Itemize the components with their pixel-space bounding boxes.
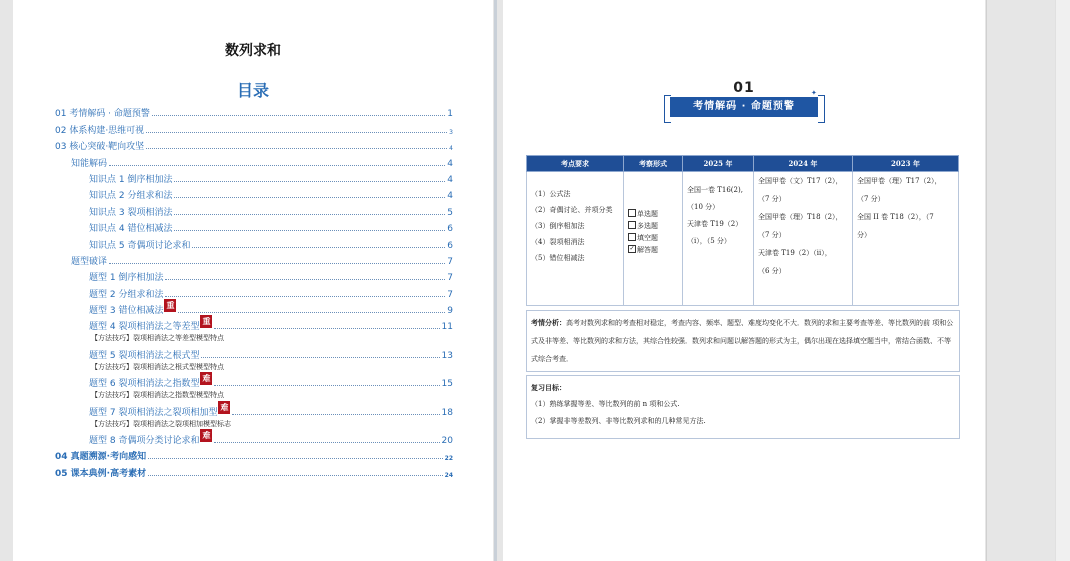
- toc-entry-label: 题型 6 裂项相消法之指数型: [89, 379, 200, 390]
- toc-entry[interactable]: [55, 152, 453, 168]
- toc-entry-label: 【方法技巧】裂项相消法之指数型模型特点: [91, 391, 224, 400]
- toc-entry[interactable]: [55, 169, 453, 185]
- topic-item: （1）公式法: [531, 190, 571, 198]
- exam-ref: （6 分）: [758, 267, 786, 275]
- toc-entry-label: 知识点 4 错位相减法: [89, 224, 173, 235]
- toc-heading: 目录: [236, 81, 269, 100]
- toc-entry-label: 题型破译: [71, 256, 108, 267]
- cell-topics: [527, 172, 624, 306]
- format-option: [628, 244, 678, 256]
- toc-leader-dots: [214, 385, 439, 386]
- toc-entry[interactable]: [55, 446, 453, 462]
- exam-ref: 全国甲卷（文）T17（2），: [758, 177, 843, 185]
- cell-2024: [754, 172, 853, 306]
- toc-leader-dots: [165, 296, 445, 297]
- toc-page-number: 4: [449, 145, 453, 153]
- exam-ref: 全国甲卷（理）T18（2），: [758, 213, 843, 221]
- toc-page-number: 22: [444, 455, 453, 463]
- review-goals-box: [526, 375, 960, 439]
- toc-entry[interactable]: [55, 401, 453, 417]
- toc-entry[interactable]: [55, 316, 453, 332]
- toc-leader-dots: [214, 328, 439, 329]
- format-label: 单选题: [637, 210, 658, 218]
- toc-leader-dots: [109, 165, 445, 166]
- toc-entry-label: 题型 4 裂项相消法之等差型: [89, 322, 200, 333]
- toc-entry-label: 02 体系构建·思维可视: [55, 125, 145, 136]
- banner-bracket-right: [818, 95, 825, 123]
- document-page-left: [13, 0, 493, 561]
- toc-leader-dots: [174, 181, 445, 182]
- toc-entry-label: 03 核心突破·靶向攻坚: [55, 142, 145, 153]
- exam-ref: 天津卷 T19（2）: [687, 220, 743, 228]
- toc-entry[interactable]: [55, 201, 453, 217]
- section-banner: 考情解码 · 命题预警: [670, 97, 818, 117]
- toc-page-number: 7: [447, 273, 453, 284]
- toc-entry-label: 【方法技巧】裂项相消法之等差型模型特点: [91, 334, 224, 343]
- toc-page-number: 4: [447, 158, 453, 169]
- toc-entry-label: 【方法技巧】裂项相消法之裂项相加模型标志: [91, 419, 231, 428]
- toc-method-note: [55, 332, 453, 344]
- toc-entry[interactable]: [55, 251, 453, 267]
- toc-entry[interactable]: [55, 103, 453, 119]
- toc-leader-dots: [146, 132, 447, 133]
- toc-page-number: 15: [441, 379, 453, 390]
- toc-entry-label: 知能解码: [71, 158, 108, 169]
- toc-page-number: 20: [441, 436, 453, 447]
- toc-method-note: [55, 361, 453, 373]
- toc-page-number: 13: [441, 350, 453, 361]
- format-label: 填空题: [637, 234, 658, 242]
- table-header-row: [527, 156, 959, 172]
- cell-2025: [683, 172, 754, 306]
- document-title: 数列求和: [225, 43, 281, 59]
- exam-ref: 全国 II 卷 T18（2），（7: [857, 213, 934, 221]
- table-header-cell: 2023 年: [853, 156, 959, 172]
- cell-formats: [624, 172, 683, 306]
- exam-ref: 天津卷 T19（2）（ⅱ），: [758, 249, 832, 257]
- toc-leader-dots: [178, 312, 445, 313]
- exam-ref: 全国一卷 T16(2),: [687, 186, 743, 194]
- toc-entry-label: 知识点 1 倒序相加法: [89, 174, 173, 185]
- toc-entry[interactable]: [55, 462, 453, 478]
- toc-page-number: 11: [441, 322, 453, 333]
- toc-leader-dots: [214, 442, 439, 443]
- table-row: [527, 172, 959, 306]
- toc-entry[interactable]: [55, 119, 453, 135]
- toc-leader-dots: [174, 230, 445, 231]
- toc-page-number: 5: [447, 207, 453, 218]
- checkbox-icon: [628, 209, 636, 217]
- difficulty-badge: 重: [166, 301, 175, 311]
- toc-page-number: 3: [449, 128, 453, 136]
- toc-entry-label: 题型 3 错位相减法: [89, 306, 164, 317]
- toc-page-number: 6: [447, 240, 453, 251]
- table-header-cell: 考察形式: [624, 156, 683, 172]
- toc-leader-dots: [165, 279, 445, 280]
- document-page-right: [503, 0, 985, 561]
- toc-entry[interactable]: [55, 300, 453, 316]
- table-header-cell: 考点要求: [527, 156, 624, 172]
- goal-item: （2）掌握非等差数列、非等比数列求和的几种常见方法.: [531, 417, 706, 425]
- toc-page-number: 24: [444, 471, 453, 479]
- topic-item: （3）倒序相加法: [531, 222, 585, 230]
- exam-analysis-box: [526, 310, 960, 372]
- toc-leader-dots: [148, 458, 443, 459]
- section-number: 01: [733, 80, 755, 96]
- format-option: [628, 208, 678, 220]
- cell-2023: [853, 172, 959, 306]
- analysis-text: 高考对数列求和的考查相对稳定，考查内容、频率、题型、难度均变化不大．数列的求和主要考查等差、等比数列的前 项和公式及非等差、等比数列的求和方法，其综合性较强．数列求和问题以解答题的形式为主，偶尔出现在选择填空题当中，常结合函数、不等式综合考查．: [531, 319, 954, 363]
- toc-page-number: 18: [441, 407, 453, 418]
- toc-entry-label: 题型 1 倒序相加法: [89, 273, 164, 284]
- toc-leader-dots: [232, 414, 439, 415]
- toc-page-number: 6: [447, 224, 453, 235]
- toc-entry-label: 05 课本典例·高考素材: [55, 468, 147, 479]
- checkbox-icon: [628, 233, 636, 241]
- toc-leader-dots: [148, 475, 443, 476]
- sparkle-icon: ✦: [811, 89, 817, 97]
- goals-label: 复习目标：: [531, 383, 566, 392]
- checked-box-icon: ✓: [629, 245, 635, 252]
- topic-item: （5）错位相减法: [531, 254, 585, 262]
- exam-ref: 全国甲卷（理）T17（2），: [857, 177, 942, 185]
- toc-entry[interactable]: [55, 136, 453, 152]
- toc-leader-dots: [146, 148, 447, 149]
- toc-leader-dots: [174, 197, 445, 198]
- toc-page-number: 7: [447, 289, 453, 300]
- toc-page-number: 1: [447, 109, 453, 120]
- toc-entry[interactable]: [55, 373, 453, 389]
- toc-entry[interactable]: [55, 267, 453, 283]
- toc-page-number: 4: [447, 191, 453, 202]
- toc-entry-label: 04 真题溯源·考向感知: [55, 452, 147, 463]
- toc-entry[interactable]: [55, 185, 453, 201]
- format-label: 多选题: [637, 222, 658, 230]
- toc-entry[interactable]: [55, 430, 453, 446]
- toc-entry[interactable]: [55, 344, 453, 360]
- page-edge: [986, 0, 987, 561]
- toc-page-number: 7: [447, 256, 453, 267]
- exam-ref: （10 分）: [687, 203, 720, 211]
- topic-item: （2）奇偶讨论、并项分类: [531, 206, 613, 214]
- format-option: [628, 232, 678, 244]
- vertical-scrollbar[interactable]: [1055, 0, 1070, 561]
- toc-entry-label: 题型 2 分组求和法: [89, 289, 164, 300]
- toc-entry[interactable]: [55, 218, 453, 234]
- toc-entry-label: 题型 8 奇偶项分类讨论求和: [89, 436, 200, 447]
- analysis-label: 考情分析：: [531, 318, 566, 327]
- toc-leader-dots: [109, 263, 445, 264]
- difficulty-badge: 重: [202, 317, 211, 327]
- difficulty-badge: 难: [202, 374, 211, 384]
- table-header-cell: 2024 年: [754, 156, 853, 172]
- toc-leader-dots: [174, 214, 445, 215]
- toc-entry-label: 01 考情解码 · 命题预警: [55, 109, 150, 120]
- format-option: [628, 220, 678, 232]
- toc-leader-dots: [152, 115, 445, 116]
- toc-entry-label: 知识点 3 裂项相消法: [89, 207, 173, 218]
- toc-entry-label: 知识点 2 分组求和法: [89, 191, 173, 202]
- toc-method-note: [55, 418, 453, 430]
- toc-entry[interactable]: [55, 283, 453, 299]
- table-header-cell: 2025 年: [683, 156, 754, 172]
- topic-item: （4）裂项相消法: [531, 238, 585, 246]
- exam-ref: （ⅰ），（5 分）: [687, 237, 731, 245]
- difficulty-badge: 难: [220, 402, 229, 412]
- toc-leader-dots: [192, 247, 445, 248]
- page-separator: [494, 0, 497, 561]
- checkbox-icon: [628, 221, 636, 229]
- difficulty-badge: 难: [202, 431, 211, 441]
- exam-ref: （7 分）: [758, 195, 786, 203]
- toc-entry[interactable]: [55, 234, 453, 250]
- toc-entry-label: 知识点 5 奇偶项讨论求和: [89, 240, 191, 251]
- goal-item: （1）熟练掌握等差、等比数列的前 n 项和公式.: [531, 400, 680, 408]
- table-of-contents: [55, 103, 453, 479]
- exam-ref: （7 分）: [758, 231, 786, 239]
- exam-ref: 分）: [857, 231, 871, 239]
- toc-entry-label: 题型 5 裂项相消法之根式型: [89, 350, 200, 361]
- exam-ref: （7 分）: [857, 195, 885, 203]
- toc-leader-dots: [201, 357, 439, 358]
- toc-entry-label: 题型 7 裂项相消法之裂项相加型: [89, 407, 218, 418]
- toc-page-number: 9: [447, 306, 453, 317]
- toc-entry-label: 【方法技巧】裂项相消法之根式型模型特点: [91, 362, 224, 371]
- toc-page-number: 4: [447, 174, 453, 185]
- format-label: 解答题: [637, 246, 658, 254]
- exam-analysis-table: [526, 155, 959, 306]
- toc-method-note: [55, 389, 453, 401]
